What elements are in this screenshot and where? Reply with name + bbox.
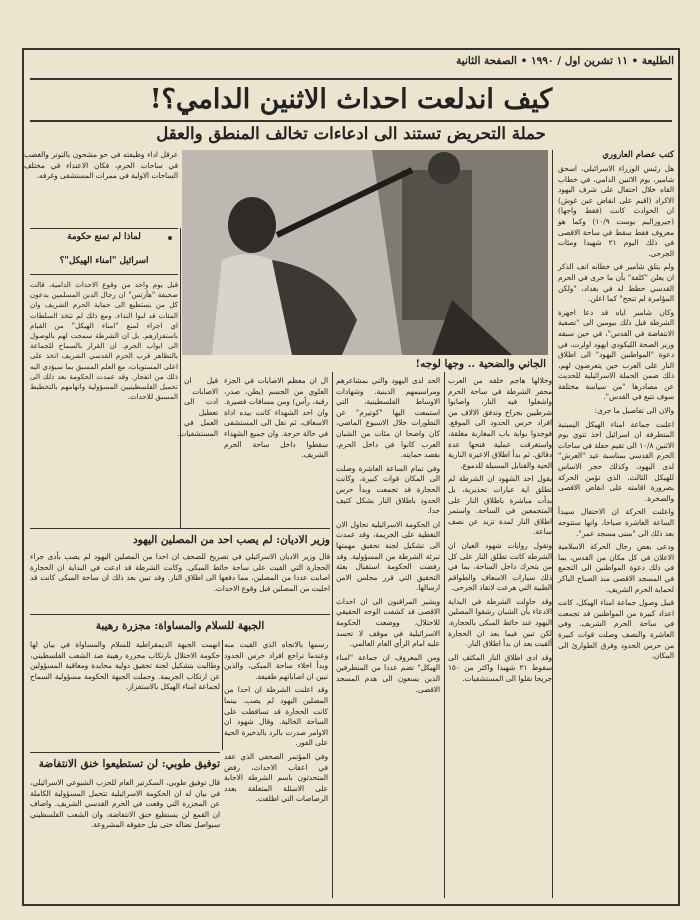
- paragraph: ويشير المراقبون الى ان احداث الاقصى قد كشفت الوجه الحقيقي للاحتلال، ووضعت الحكومة الاسرائيلية في موقف لا تحسد عليه امام الرأي العام العالمي.: [336, 596, 440, 649]
- paragraph: وقد ادى اطلاق النار المكثف الى سقوط ٢١ شهيدا واكثر من ١٥٠ جريحا نقلوا الى المستشفيات.: [448, 652, 552, 684]
- section-rule: [30, 528, 330, 529]
- section-heading: توفيق طوبي: لن تستطيعوا خنق الانتفاضة: [38, 758, 220, 770]
- paragraph: ولم يتلق شامير في خطابه انف الذكر ان يعلن "كلفة" بأن ما جرى في الحرم القدسي خطط له في بغداد، "ولكن المؤامرة لم تنجح" كما اعلن.: [558, 262, 674, 304]
- box-rule: [30, 274, 178, 275]
- column-rule: [552, 150, 553, 898]
- column-rule: [222, 640, 223, 750]
- paragraph: قبيل وصول جماعة امناء الهيكل، كانت اعداد كبيرة من المواطنين قد تجمعت في ساحة الحرم الشريف. وفي العاشرة والنصف وصلت قوات كبيرة من حرس الحدود وفرق الطوارئ الى المكان.: [558, 598, 674, 661]
- column-5-top: ال ان معظم الاصابات في الجزء العلوي من الجسم (بطن، صدر، رقبة، رأس) ومن مسافات قصيرة. وان احد الشهداء كانت بيده اداة الاسعاف، ثم نقل الى المستشفى في حالة حرجة. وان جميع الشهداء سقطوا داخل ساحة الحرم الشريف.: [224, 376, 328, 460]
- headline: كيف اندلعت احداث الاثنين الدامي؟!: [30, 78, 672, 122]
- section-heading: وزير الاديان: لم يصب احد من المصلين اليهود: [133, 534, 330, 546]
- paragraph: رسمها بالاتجاه الذي القيت منه وعندما تراجع افراد حرس الحدود وبدأ اخلاء ساحة المبكى، والذين تبين ان اصاباتهم طفيفة.: [224, 640, 328, 681]
- photo-caption: الجاني والضحية .. وجها لوجه!: [415, 358, 546, 370]
- box-body: قبل يوم واحد من وقوع الاحداث الدامية، قالت صحيفة "هآرتس" ان رجال الدين المسلمين يدعون كل من يستطيع الى حماية الحرم الشريف وان المئات قد لبوا النداء. ومع ذلك لم تتخذ السلطات اي اجراء لمنع "امناء الهيكل" من القيام باستفزازهم. بل ان الشرطة سمحت لهم بالوصول الى ابواب الحرم. ان القرار بالسماح للجماعة بالتظاهر قرب الحرم القدسي الشريف اتخذ على اعلى المستويات، مع العلم المسبق بما سيؤدي اليه ذلك من انفجار. وقد عمدت الحكومة بعد ذلك الى تحميل الفلسطينيين المسؤولية واتهامهم بالتخطيط المسبق للاحداث.: [30, 280, 178, 402]
- section-rule: [30, 752, 220, 753]
- paragraph: ومن المعروف ان جماعة "امناء الهيكل" تضم عددا من المتطرفين الذين يسعون الى هدم المسجد الاقصى.: [336, 652, 440, 694]
- column-rule: [444, 372, 445, 898]
- paragraph: وفي المؤتمر الصحفي الذي عقد في اعقاب الاحداث، رفض المتحدثون باسم الشرطة الاجابة على الاسئلة المتعلقة بعدد الرصاصات التي اطلقت.: [224, 751, 328, 804]
- column-4: [336, 376, 440, 898]
- soldier-and-victim-photo: [182, 150, 548, 355]
- news-photo: [182, 150, 548, 355]
- box-heading: لماذا لم تمنع حكومة: [67, 232, 141, 242]
- section-body: قال توفيق طوبي، السكرتير العام للحزب الشيوعي الاسرائيلي، في بيان له ان الحكومة الاسرائيلية تتحمل المسؤولية الكاملة عن المجزرة التي وقعت في الحرم القدسي الشريف. واضاف ان القمع لن يستطيع خنق الانتفاضة، وان الشعب الفلسطيني سيواصل نضاله حتى نيل حقوقه المشروعة.: [30, 778, 220, 830]
- column-left-top: عرقل اداء وظيفته في حو مشحون بالتوتر والغضب في ساحات الحرم، فكان الاعتداء في مختلف الساحات الاولية في ممرات المستشفى وغرفه.: [24, 150, 178, 181]
- byline: كتب عصام العاروري: [602, 150, 674, 160]
- page-header: الطليعة • ١١ تشرين اول / ١٩٩٠ • الصفحة الثانية: [456, 55, 674, 67]
- section-heading: الجبهة للسلام والمساواة: مجزرة رهيبة: [95, 620, 265, 632]
- paragraph: وقد حاولت الشرطة في البداية الادعاء بأن الشبان رشقوا المصلين اليهود عند حائط المبكى بالحجارة، لكن تبين فيما بعد ان الحجارة ألقيت بعد ان بدأ اطلاق النار.: [448, 596, 552, 649]
- paragraph: هل رئيس الوزراء الاسرائيلي، اسحق شامير، يوم الاثنين الدامي، في خطاب القاه خلال احتفال على شرف اليهود الاكراد (اقيم على انقاض عين غوش) ان الحوادث كانت (فقط واجها) (جيروزاليم بوست ١٠/٩) وكما هو معروف فقط سقط في ساحة الاقصى في ذلك اليوم ٢١ شهيدا ومئات الجرحى.: [558, 164, 675, 258]
- paragraph: واعلنت الحركة ان الاحتفال سيبدأ الساعة العاشرة صباحا، وانها ستتوجه بعد ذلك الى "مبنى مسجد عمر".: [558, 507, 674, 538]
- column-5-bottom: [224, 640, 328, 898]
- section-rule: [30, 614, 330, 615]
- paragraph: يقول احد الشهود ان الشرطة لم تطلق اية عيارات تحذيرية، بل بدأت مباشرة باطلاق النار على المتجمعين في الساحة. واستمر اطلاق النار لمدة تزيد عن نصف ساعة.: [448, 474, 552, 537]
- section-body: انهمت الجبهة الديمقراطية للسلام والمساواة في بيان لها حكومة الاحتلال بارتكاب مجزرة رهيبة ضد الشعب الفلسطيني، وطالبت بتشكيل لجنة تحقيق دولية محايدة ومعاقبة المسؤولين عن ارتكاب الجريمة. وحملت الجبهة الحكومة مسؤولية السماح لجماعة امناء الهيكل بالاستفزاز.: [30, 640, 220, 692]
- section-body: قال وزير الاديان الاسرائيلي في تصريح للصحف ان احدا من المصلين اليهود لم يصب بأذى جراء الحجارة التي القيت على ساحة حائط المبكى. وكانت الشرطة قد ادعت في البداية ان الحجارة اصابت عددا من المصلين، مما دفعها الى اطلاق النار. وقد تبين بعد ذلك ان ساحة المبكى كانت قد اخليت من المصلين قبل وقوع الاحداث.: [30, 552, 330, 593]
- box-rule: [30, 228, 178, 229]
- paragraph: وخلالها هاجم خلقه من العرب محفر الشرطة في ساحة الحرم واشعلوا فيه النار، واصابوا شرطيين بجراح وتدفق الالاف من افراد حرس الحدود الى الموقع. فوجدوا بوابة باب المغاربة مغلقة، واستغرقت عملية فتحها عدة دقائق. ثم بدأ اطلاق الاعيرة النارية الحية والقنابل المسيلة للدموع.: [448, 376, 552, 470]
- column-1: [558, 164, 674, 898]
- box-heading: اسرائيل "امناء الهيكل"؟: [59, 256, 149, 266]
- paragraph: الحد لدى اليهود والتي بمشاعرهم ومراسيمهم الدينية. وشهادات الاوساط الفلسطينية، التي استمعت اليها "كوتيرم" عن التطورات خلال الاسبوع الماضي، كان واضحا ان مئات من الشبان العرب كانوا في داخل الحرم، بقصد حمايته.: [336, 376, 440, 460]
- paragraph: ان الحكومة الاسرائيلية تحاول الان التغطية على الجريمة، وقد عمدت الى تشكيل لجنة تحقيق مهمتها تبرئة الشرطة من المسؤولية. وقد رفضت الحكومة استقبال بعثة التحقيق التي قرر مجلس الامن ارسالها.: [336, 519, 440, 593]
- box-rule: [180, 228, 181, 528]
- subheadline: حملة التحريض تستند الى ادعاءات تخالف المنطق والعقل: [156, 124, 546, 143]
- paragraph: وقد اعلنت الشرطة ان احدا من المصلين اليهود لم يصب. بينما كانت الحجارة قد تساقطت على الساحة الخالية. وقال شهود ان الاوامر صدرت بالرد بالذخيرة الحية على الفور.: [224, 685, 328, 748]
- paragraph: ودعى بعض رجال الحركة الاسلامية الاعلان في كل مكان من القدس، بما في ذلك دعوة المواطنين الى التجمع في المسجد الاقصى منذ الصباح الباكر لحماية الحرم الشريف.: [558, 542, 674, 594]
- paragraph: اعلنت جماعة امناء الهيكل اليمينية المتطرفة ان اسرائيل اخذ تتوي يوم الاثنين ١٠/٨ الى تقيم حفلة في ساحات الحرم القدسي بمناسبة عيد "العرش" لدى اليهود، وكذلك حجر الاساس للهيكل الثالث. الذي تؤمن الحركة بضرورة اقامته على انقاض الاقصى والصخرة.: [558, 419, 674, 503]
- paragraph: وتقول روايات شهود العيان ان الشرطة كانت تطلق النار على كل من يتحرك داخل الساحة، بما في ذلك سيارات الاسعاف والطواقم الطبية التي هرعت لانقاذ الجرحى.: [448, 540, 552, 593]
- column-rule: [332, 372, 333, 898]
- column-6-top: قيل ان الاصابات ادت الى تعطيل العمل في المستشفيات.: [177, 376, 218, 438]
- paragraph: وكان شامير اياه قد دعا اجهزة الشرطة قبل ذلك بيومين الى "تصفية الانتفاضة في القدس"، في حين سبقه وزير الصحة الليكودي ايهود اولرت، في دعوة "المواطنين اليهود" الى اطلاق النار على العرب حين يتعرضون لهم، ذلك ضمن الحملة الاسرائيلية للحديث عن مصادرها "من سياسة مختلفة سوف تتبع في القدس".: [558, 307, 674, 402]
- column-3: [448, 376, 552, 898]
- paragraph: والان الى تفاصيل ما جرى:: [594, 406, 674, 416]
- paragraph: وفي تمام الساعة العاشرة وصلت الى المكان قوات كبيرة، وكانت الحجارة قد تجمعت وبدأ حرس الحدود باطلاق النار بشكل كثيف جدا.: [336, 463, 440, 516]
